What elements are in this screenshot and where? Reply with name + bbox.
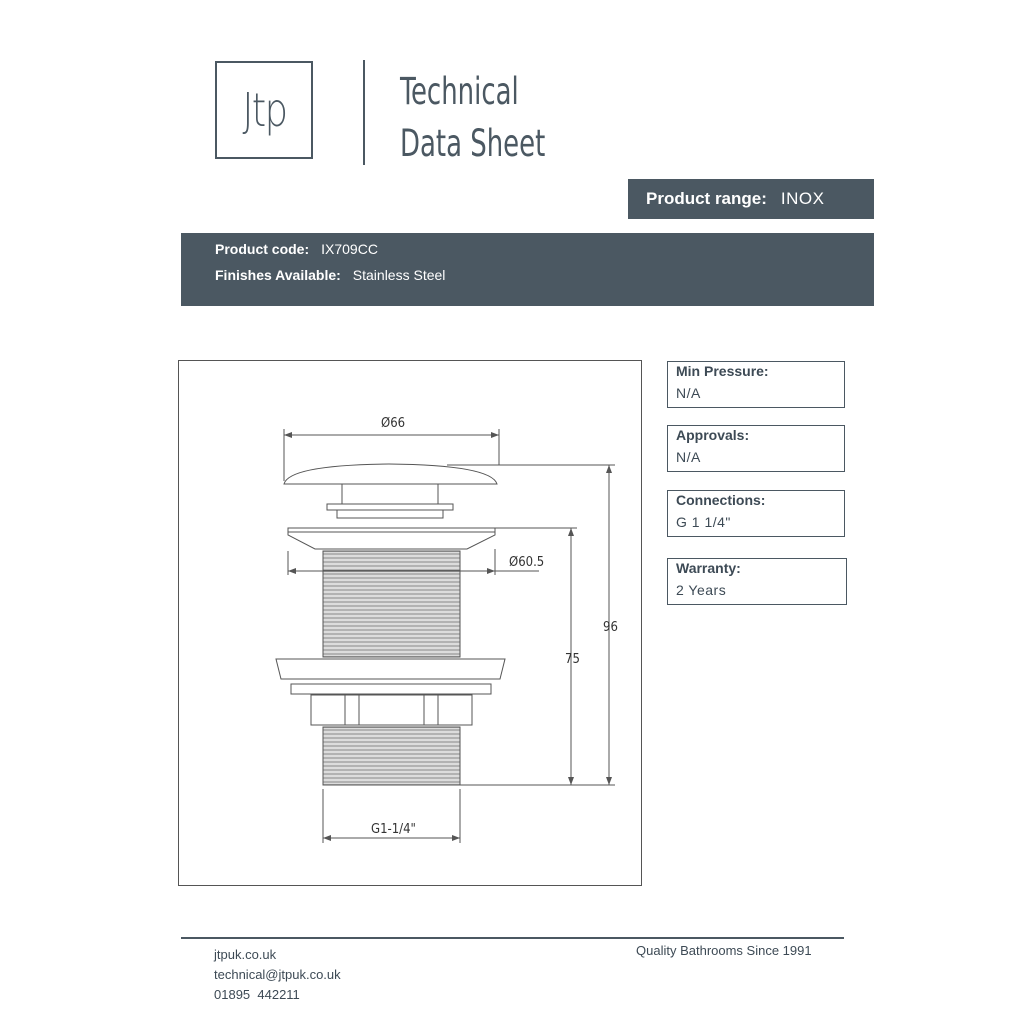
spec-min-pressure [667,361,845,408]
spec-warranty [667,558,847,605]
spec-connections [667,490,845,537]
title-line-1: Technical [400,70,519,113]
document-title [400,66,545,170]
footer-email[interactable]: technical@jtpuk.co.uk [214,967,341,982]
spec-value: N/A [676,385,701,401]
finishes-value: Stainless Steel [352,267,446,283]
dim-flange-diameter: Ø60.5 [509,555,545,570]
footer-phone: 01895 442211 [214,987,300,1002]
header-divider [363,60,365,165]
dim-thread: G1-1/4" [371,822,416,837]
spec-value: N/A [676,449,701,465]
product-info-bar [181,233,874,306]
product-code-row [215,241,378,257]
technical-drawing [179,361,643,887]
jtp-logo [215,61,313,159]
spec-value: G 1 1/4" [676,514,731,530]
spec-approvals [667,425,845,472]
dim-top-diameter: Ø66 [381,416,406,431]
footer-website[interactable]: jtpuk.co.uk [214,947,277,962]
product-code-label: Product code: [215,241,310,257]
product-range-value: INOX [780,189,825,208]
finishes-row [215,267,445,283]
product-range-bar [628,179,874,219]
spec-label: Min Pressure: [676,363,769,379]
footer-tagline: Quality Bathrooms Since 1991 [636,943,812,958]
spec-label: Warranty: [676,560,741,576]
spec-value: 2 Years [676,582,727,598]
spec-label: Approvals: [676,427,750,443]
dim-body-height: 75 [565,652,580,667]
logo-text: Jtp [242,83,286,137]
title-line-2: Data Sheet [400,122,546,165]
product-range-label: Product range: [646,189,767,208]
footer-divider [181,937,844,939]
finishes-label: Finishes Available: [215,267,341,283]
spec-label: Connections: [676,492,766,508]
product-code-value: IX709CC [321,241,378,257]
dim-total-height: 96 [603,620,618,635]
footer-contact [214,945,341,1005]
technical-drawing-frame [178,360,642,886]
